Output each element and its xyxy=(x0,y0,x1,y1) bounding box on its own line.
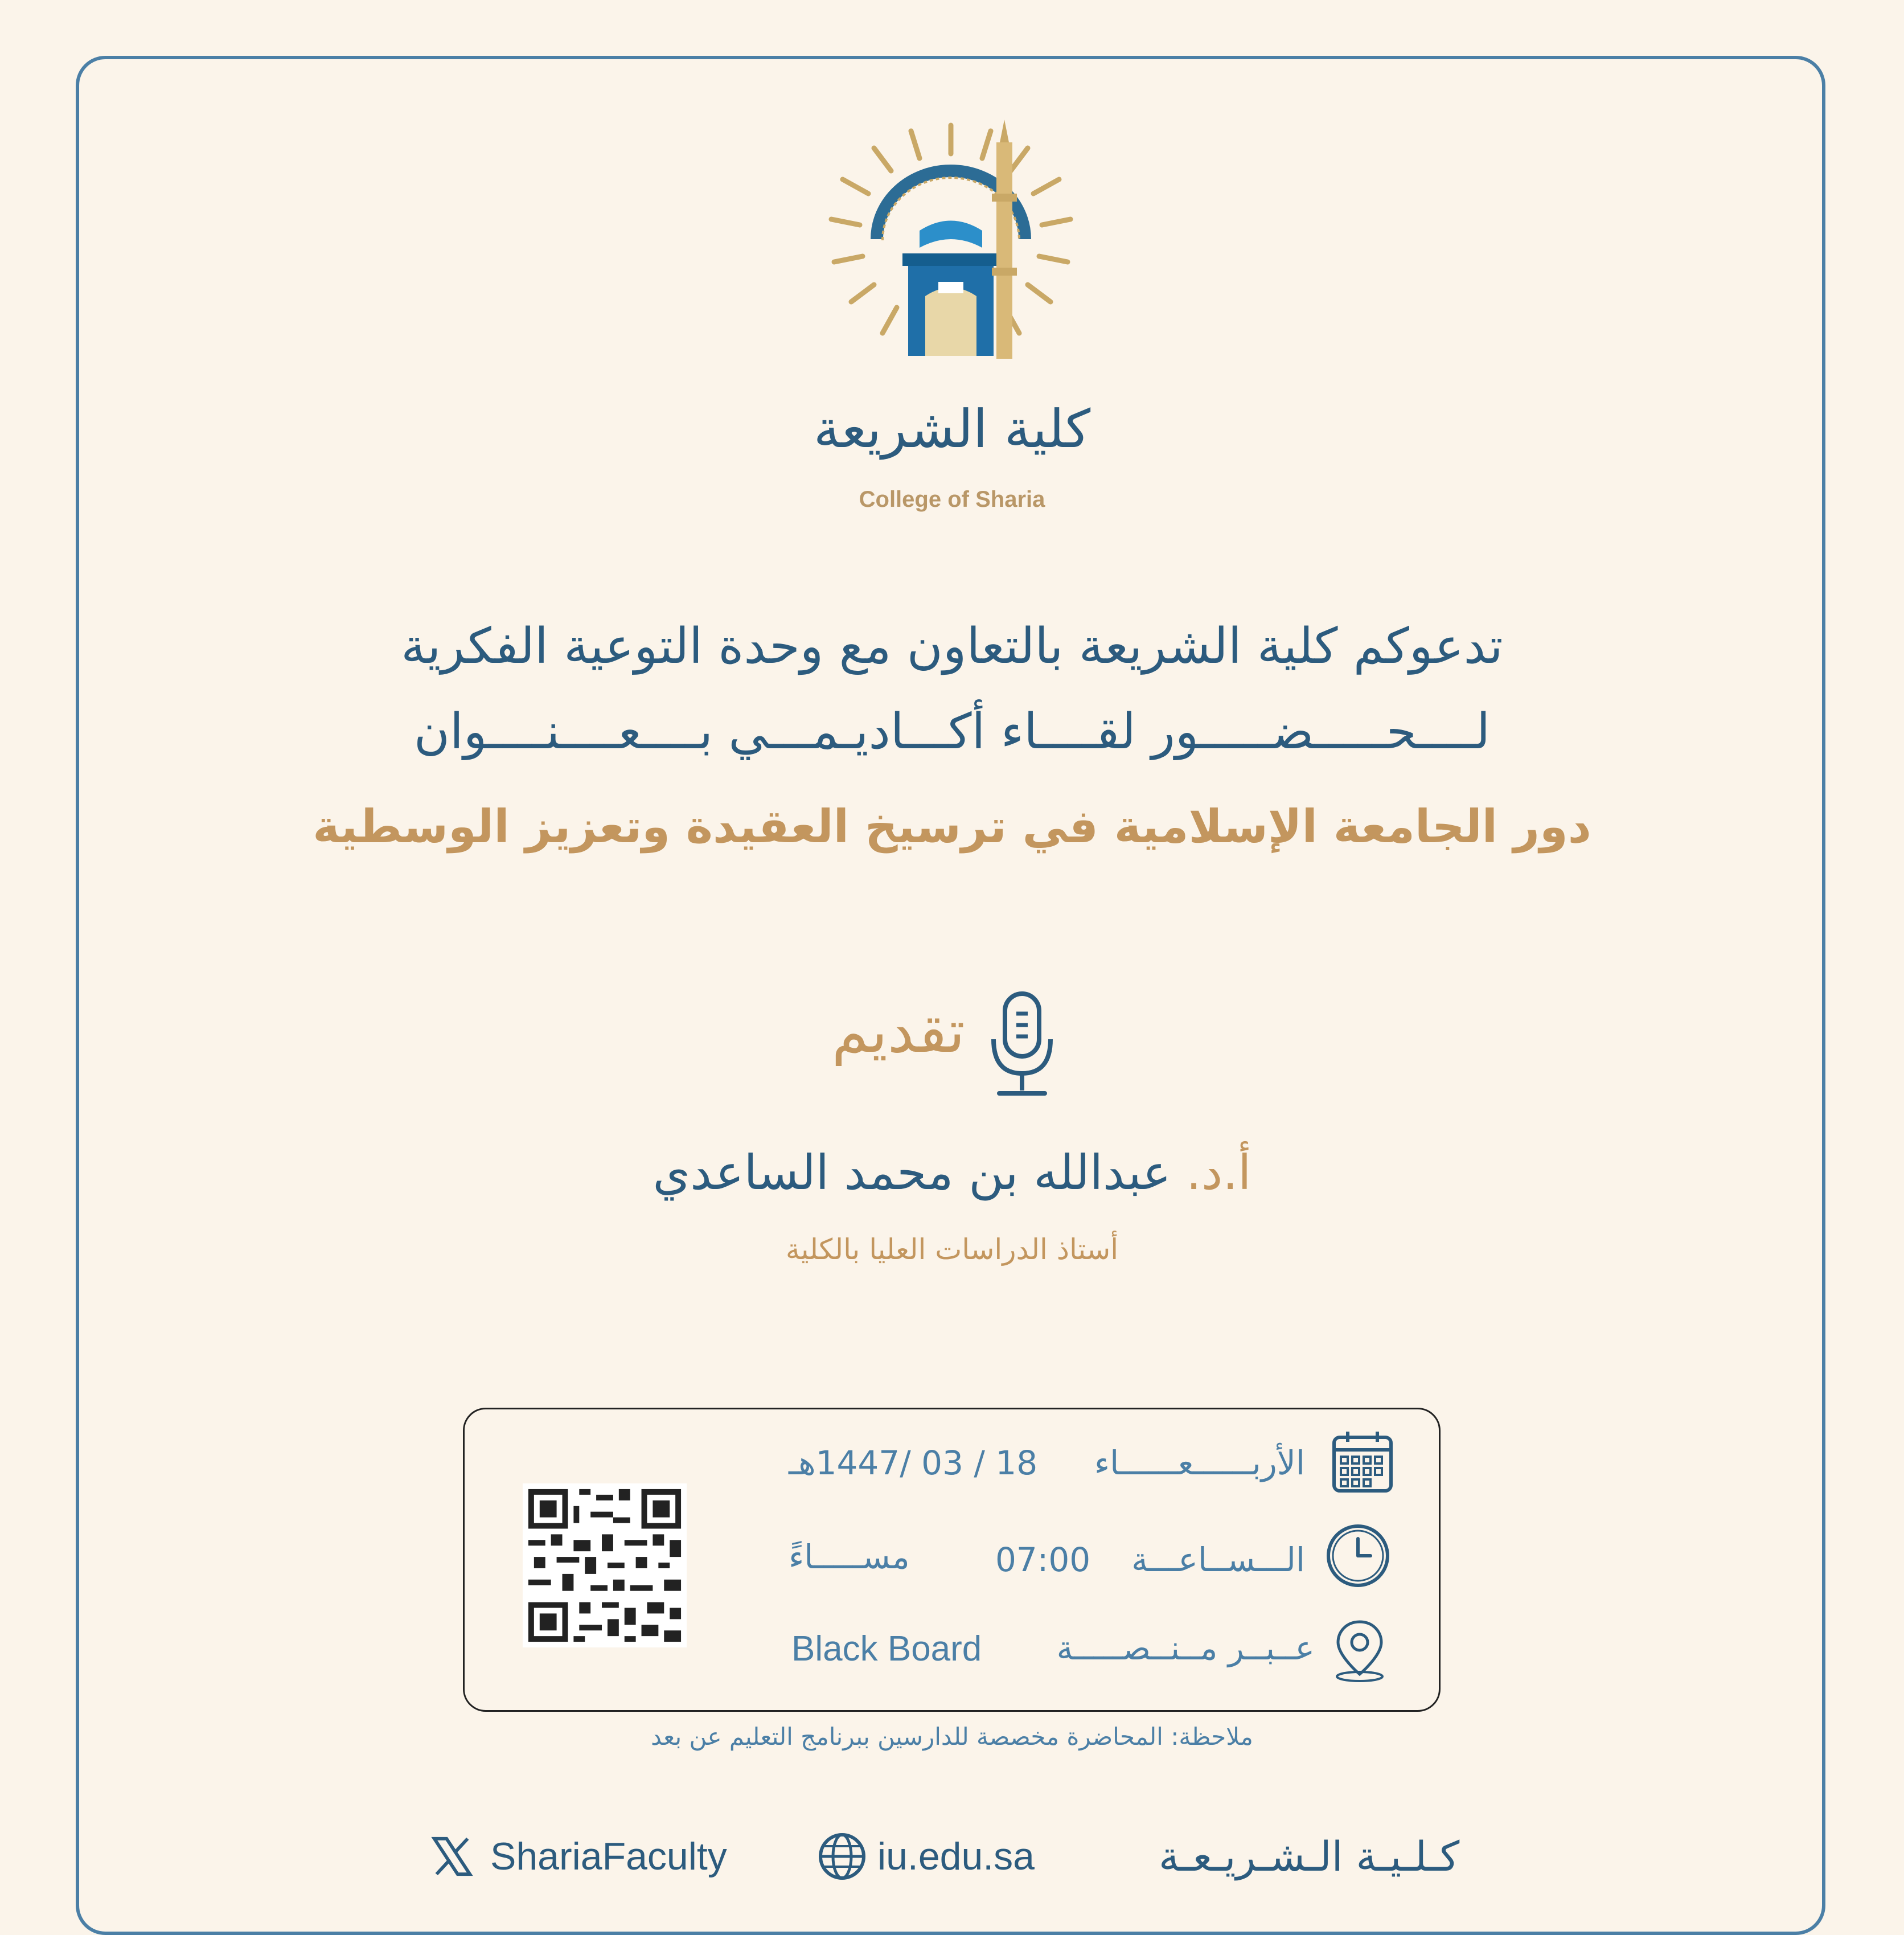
speaker-name-line xyxy=(0,1145,1904,1200)
college-arabic-calligraphy: كلية الشريعة xyxy=(813,399,1091,460)
event-period: مســـــاءً xyxy=(789,1538,910,1576)
university-emblem-logo xyxy=(809,108,1093,382)
event-day-label: الأربــــــعــــــاء xyxy=(1094,1444,1305,1482)
platform-name[interactable]: Black Board xyxy=(791,1629,982,1668)
footer-college-name: كـلـيـة الـشـريـعـة xyxy=(1159,1832,1460,1880)
microphone-icon xyxy=(985,991,1059,1099)
event-time-label: الـــســاعـــة xyxy=(1131,1540,1305,1579)
twitter-handle: ShariaFaculty xyxy=(490,1835,727,1878)
qr-code-icon[interactable] xyxy=(523,1483,687,1647)
note-text: ملاحظة: المحاضرة مخصصة للدارسين ببرنامج التعليم عن بعد xyxy=(651,1723,1253,1750)
presentation-label: تقديم xyxy=(831,997,965,1066)
platform-label: عــبــر مــنــصـــــة xyxy=(1056,1629,1315,1667)
location-pin-icon xyxy=(1327,1617,1393,1683)
clock-icon xyxy=(1325,1523,1391,1589)
speaker-title: أ.د. xyxy=(1186,1145,1251,1200)
website-url: iu.edu.sa xyxy=(877,1835,1035,1878)
invitation-line-2: لــــحـــــضـــــور لقــــاء أكـــاديـمـــي بــــعــــنــــوان xyxy=(413,703,1491,760)
invitation-text xyxy=(0,604,1904,774)
college-english-name: College of Sharia xyxy=(859,487,1045,512)
speaker-name: عبدالله بن محمد الساعدي xyxy=(653,1145,1171,1200)
presentation-header xyxy=(809,991,1093,1099)
globe-icon xyxy=(817,1831,867,1881)
website-link[interactable] xyxy=(817,1832,1035,1880)
speaker-role: أستاذ الدراسات العليا بالكلية xyxy=(785,1233,1119,1266)
x-twitter-icon xyxy=(430,1834,474,1879)
footer-college-name-container xyxy=(1159,1832,1459,1880)
twitter-link[interactable] xyxy=(430,1832,727,1880)
event-date: 18 / 03 /1447هـ xyxy=(789,1444,1038,1482)
invitation-line-1: تدعوكم كلية الشريعة بالتعاون مع وحدة التوعية الفكرية xyxy=(401,618,1503,675)
lecture-topic: دور الجامعة الإسلامية في ترسيخ العقيدة وتعزيز الوسطية xyxy=(313,800,1591,853)
calendar-icon xyxy=(1329,1429,1396,1495)
event-time: 07:00 xyxy=(995,1540,1091,1579)
